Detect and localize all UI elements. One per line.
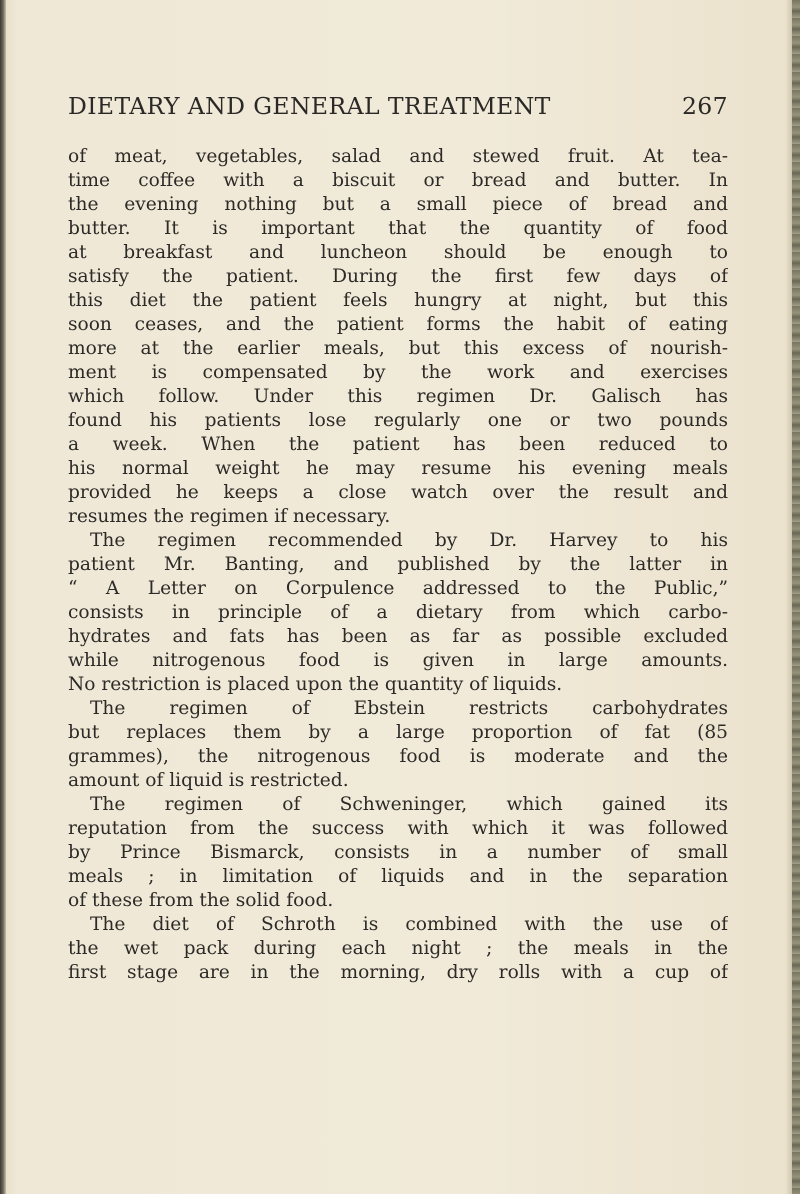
text-line: “ A Letter on Corpulence addressed to the Public,”	[68, 578, 728, 599]
text-line: amount of liquid is restricted.	[68, 770, 349, 791]
text-line: more at the earlier meals, but this excess of nourish-	[68, 338, 728, 359]
text-line: The regimen of Ebstein restricts carbohydrates	[90, 698, 728, 719]
text-line: the wet pack during each night ; the meals in the	[68, 938, 728, 959]
body-text	[68, 145, 728, 985]
text-line: The regimen of Schweninger, which gained its	[90, 794, 728, 815]
page-edge	[792, 0, 800, 1194]
text-line: of these from the solid food.	[68, 890, 334, 911]
text-line: a week. When the patient has been reduced to	[68, 434, 728, 455]
text-line: at breakfast and luncheon should be enough to	[68, 242, 728, 263]
page-number: 267	[681, 92, 728, 120]
text-line: hydrates and fats has been as far as possible excluded	[68, 626, 728, 647]
text-line: reputation from the success with which it was followed	[68, 818, 728, 839]
text-line: provided he keeps a close watch over the result and	[68, 482, 728, 503]
text-line: time coffee with a biscuit or bread and butter. In	[68, 170, 728, 191]
text-line: found his patients lose regularly one or two pounds	[68, 410, 728, 431]
text-line: his normal weight he may resume his evening meals	[68, 458, 728, 479]
text-line: this diet the patient feels hungry at night, but this	[68, 290, 728, 311]
text-line: meals ; in limitation of liquids and in the separation	[68, 866, 728, 887]
text-line: ment is compensated by the work and exercises	[68, 362, 728, 383]
text-line: The diet of Schroth is combined with the use of	[90, 914, 728, 935]
text-line: patient Mr. Banting, and published by the latter in	[68, 554, 728, 575]
text-line: of meat, vegetables, salad and stewed fruit. At tea-	[68, 146, 728, 167]
text-line: satisfy the patient. During the first few days of	[68, 266, 728, 287]
text-line: The regimen recommended by Dr. Harvey to his	[90, 530, 728, 551]
text-line: while nitrogenous food is given in large amounts.	[68, 650, 728, 671]
text-line: which follow. Under this regimen Dr. Galisch has	[68, 386, 728, 407]
running-head	[68, 92, 728, 120]
text-line: butter. It is important that the quantity of food	[68, 218, 728, 239]
text-line: No restriction is placed upon the quantity of liquids.	[68, 674, 563, 695]
running-head-title: DIETARY AND GENERAL TREATMENT	[68, 92, 551, 120]
text-line: first stage are in the morning, dry rolls with a cup of	[68, 962, 728, 983]
text-line: consists in principle of a dietary from which carbo-	[68, 602, 728, 623]
binding-gutter	[0, 0, 6, 1194]
text-line: by Prince Bismarck, consists in a number of small	[68, 842, 728, 863]
text-line: the evening nothing but a small piece of bread and	[68, 194, 728, 215]
text-line: grammes), the nitrogenous food is moderate and the	[68, 746, 728, 767]
text-line: soon ceases, and the patient forms the habit of eating	[68, 314, 728, 335]
text-line: resumes the regimen if necessary.	[68, 506, 391, 527]
text-line: but replaces them by a large proportion of fat (85	[68, 722, 728, 743]
